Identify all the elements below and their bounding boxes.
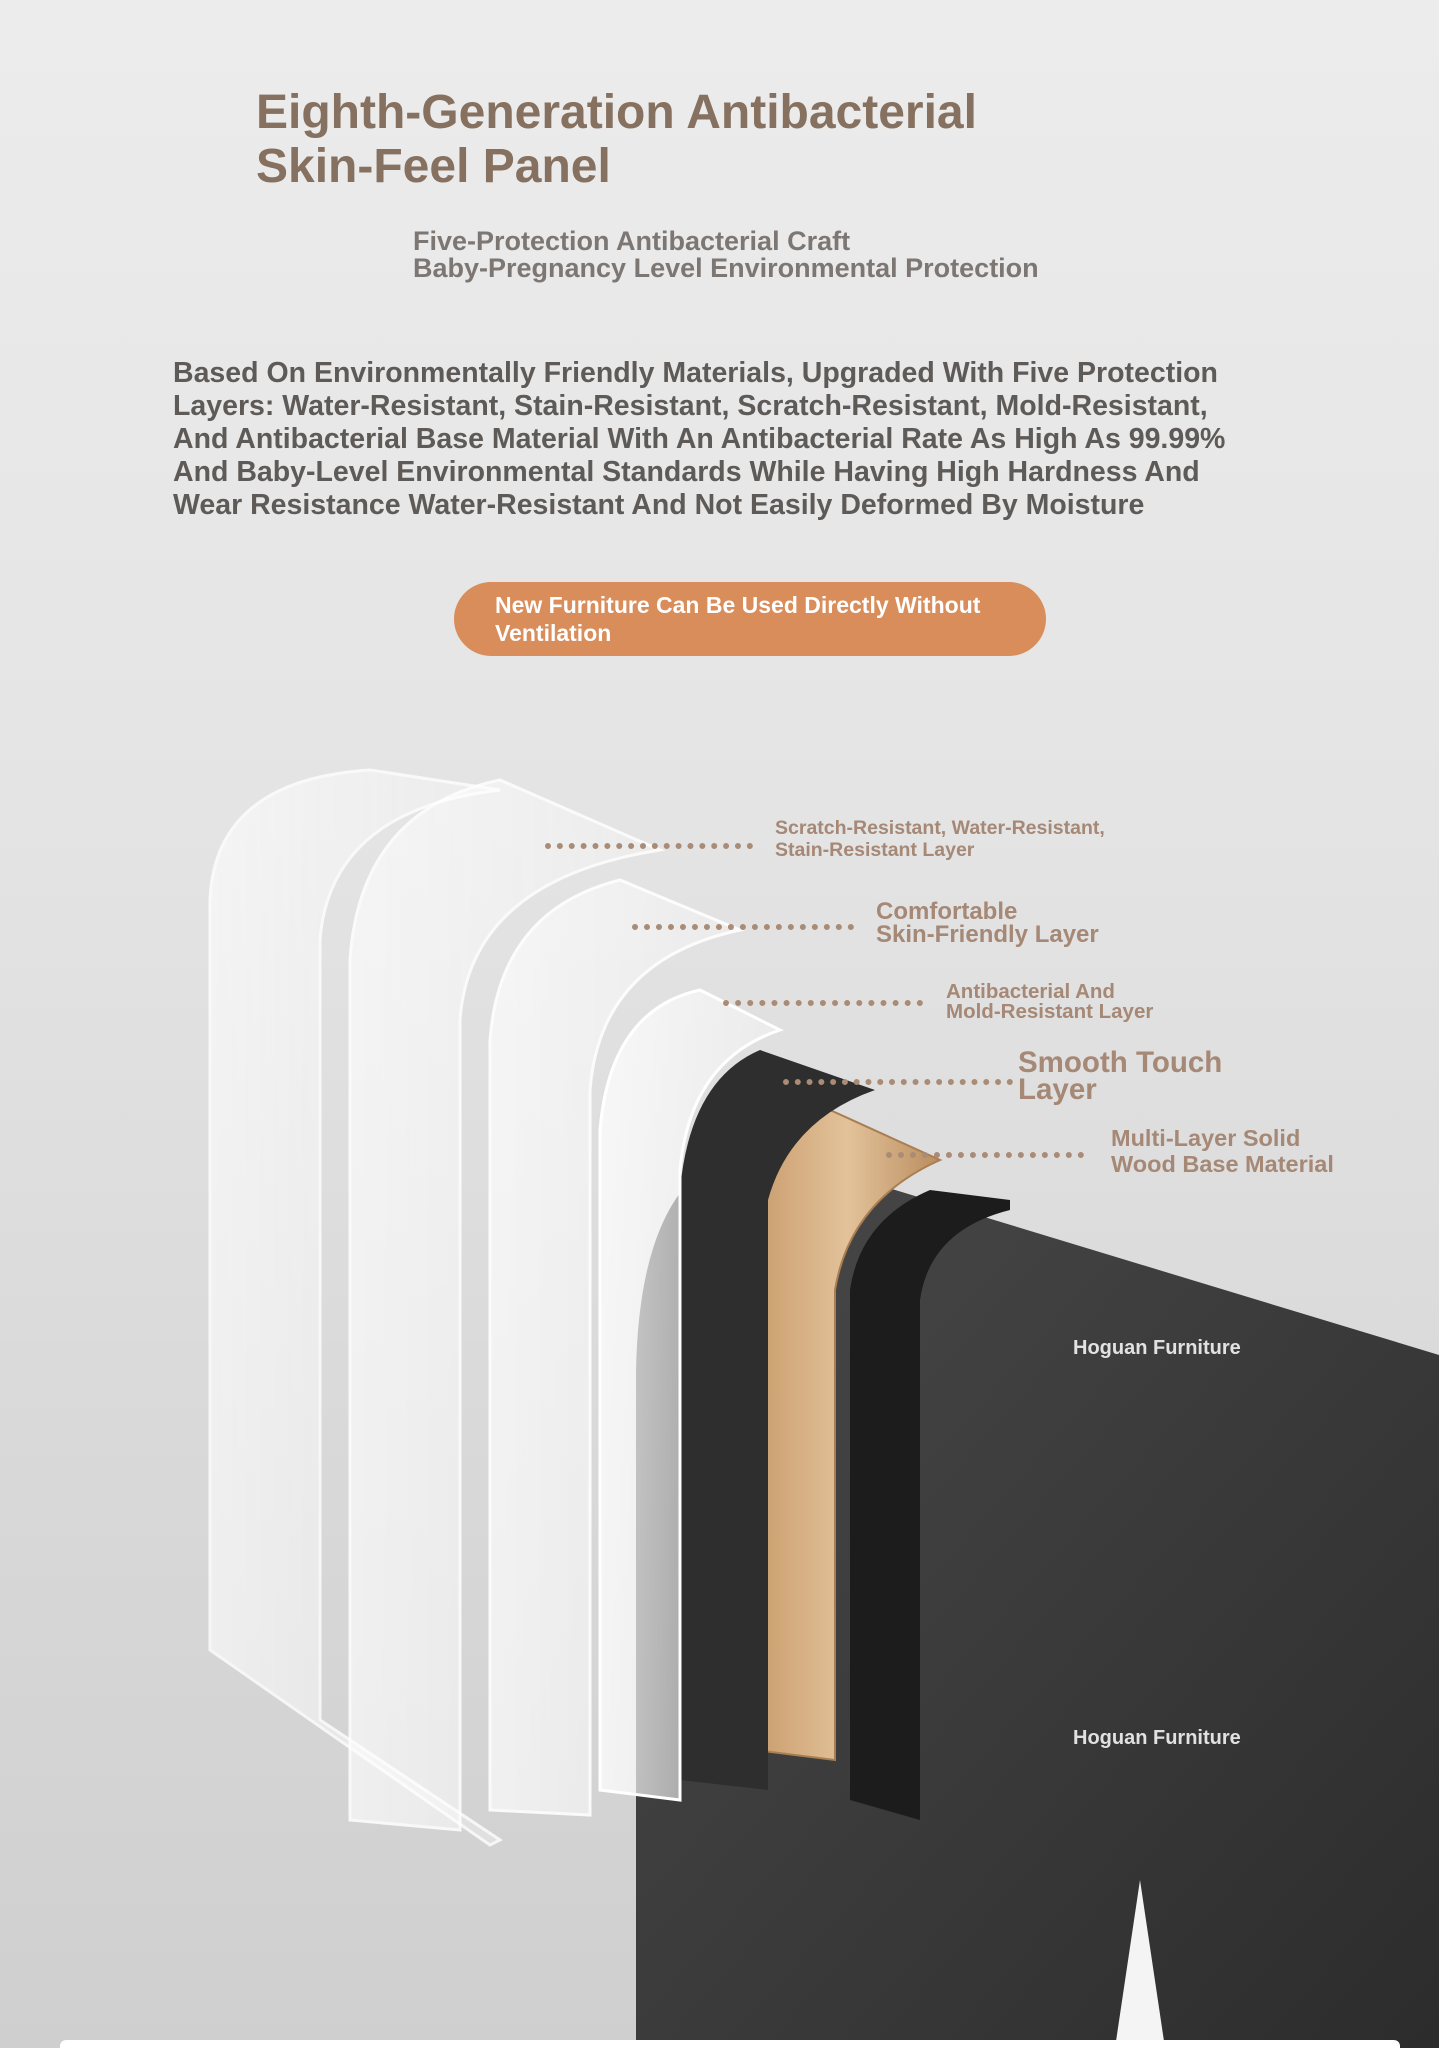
callout-line (783, 1079, 1013, 1085)
subtitle-line-1: Five-Protection Antibacterial Craft (413, 226, 851, 256)
title-line-1: Eighth-Generation Antibacterial (256, 86, 977, 139)
subtitle-line-2: Baby-Pregnancy Level Environmental Protection (413, 253, 1039, 283)
callout-line (632, 924, 854, 930)
description-line: And Baby-Level Environmental Standards While Having High Hardness And (173, 456, 1200, 488)
layer-label-antibacterial: Antibacterial And Mold-Resistant Layer (946, 980, 1154, 1023)
title-line-2: Skin-Feel Panel (256, 140, 611, 193)
callout-line (886, 1152, 1084, 1158)
layer-label-smooth-touch: Smooth Touch Layer (1018, 1046, 1223, 1106)
feature-badge-line-2: Ventilation (495, 620, 612, 646)
layer-label-scratch-resistant: Scratch-Resistant, Water-Resistant, Stain-Resistant Layer (775, 817, 1105, 861)
bottom-edge-bar (60, 2040, 1400, 2048)
watermark-text: Hoguan Furniture (1073, 1337, 1241, 1359)
layer-label-skin-friendly: Comfortable Skin-Friendly Layer (876, 898, 1099, 948)
description-line: Based On Environmentally Friendly Materials, Upgraded With Five Protection (173, 357, 1218, 389)
description-line: Wear Resistance Water-Resistant And Not Easily Deformed By Moisture (173, 489, 1145, 521)
callout-line (545, 843, 753, 849)
description-line: And Antibacterial Base Material With An Antibacterial Rate As High As 99.99% (173, 423, 1226, 455)
feature-badge-line-1: New Furniture Can Be Used Directly Without (495, 592, 981, 618)
layer-label-wood-base: Multi-Layer Solid Wood Base Material (1111, 1125, 1334, 1177)
watermark-text: Hoguan Furniture (1073, 1727, 1241, 1749)
description-line: Layers: Water-Resistant, Stain-Resistant, Scratch-Resistant, Mold-Resistant, (173, 390, 1208, 422)
callout-line (723, 1000, 923, 1006)
